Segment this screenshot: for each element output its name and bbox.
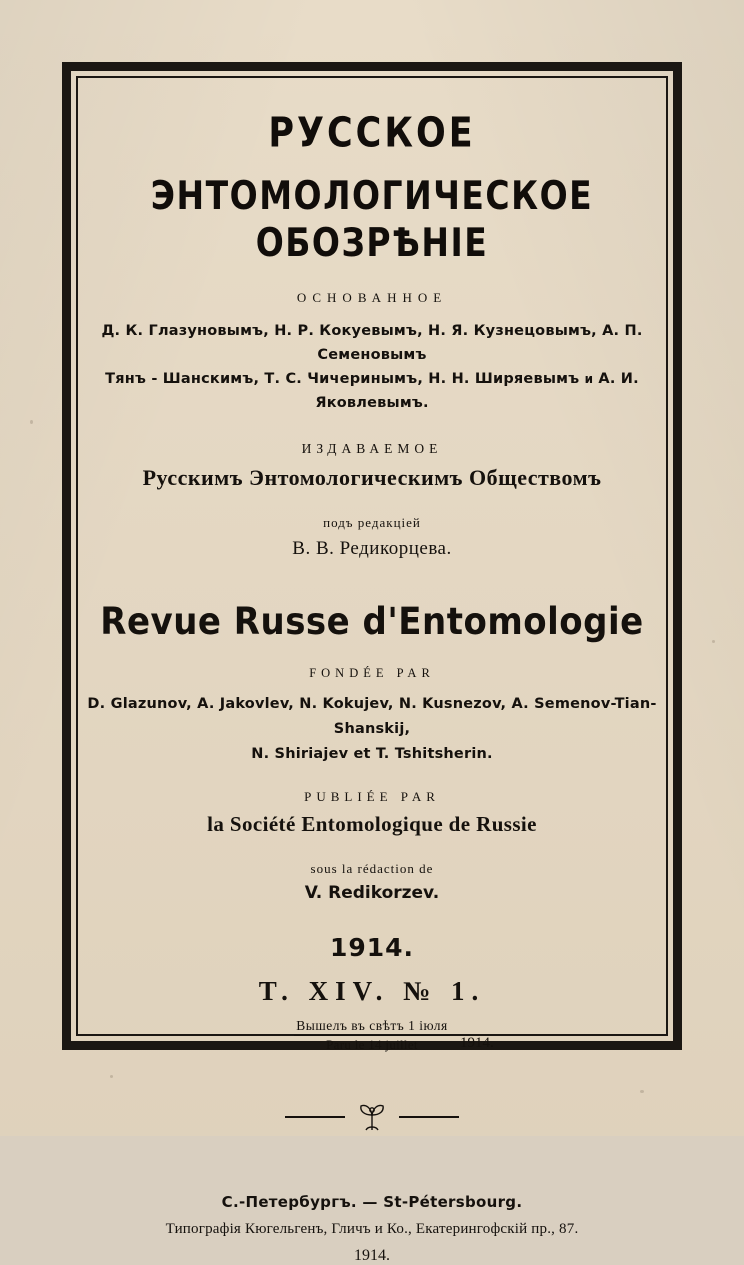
paper-speck bbox=[30, 420, 33, 424]
paper-speck bbox=[110, 1075, 113, 1078]
founders-ru-line2-c: А. И. Яковлевымъ. bbox=[315, 371, 639, 411]
issued-date-fr: Paru le 14 juillet bbox=[326, 1037, 418, 1052]
city-imprint: С.-Петербургъ. — St-Pétersbourg. bbox=[221, 1193, 523, 1211]
ornament-rule-right bbox=[399, 1116, 459, 1118]
published-label-ru: ИЗДАВАЕМОЕ bbox=[301, 441, 443, 456]
issue-date-box bbox=[294, 1017, 494, 1053]
editor-ru: В. В. Редикорцева. bbox=[292, 538, 452, 559]
founders-fr-line1: D. Glazunov, A. Jakovlev, N. Kokujev, N. Kusnezov, A. Semenov-Tian-Shanskij, bbox=[87, 696, 657, 737]
founded-label-fr: FONDÉE PAR bbox=[309, 666, 435, 680]
founders-fr-line2: N. Shiriajev et T. Tshitsherin. bbox=[251, 746, 493, 762]
volume-issue bbox=[86, 976, 658, 1007]
edited-label-ru: подъ редакціей bbox=[323, 515, 421, 530]
imprint-year: 1914. bbox=[354, 1247, 390, 1264]
founders-ru bbox=[86, 319, 658, 415]
society-ru: Русскимъ Энтомологическимъ Обществомъ bbox=[142, 465, 602, 490]
issued-date-year: 1914. bbox=[459, 1035, 494, 1051]
paper-speck bbox=[640, 1090, 644, 1093]
title-content bbox=[86, 88, 658, 1264]
printer-imprint: Типографія Кюгельгенъ, Гличъ и Ко., Екатерингофскій пр., 87. bbox=[165, 1221, 579, 1237]
paper-speck bbox=[712, 640, 715, 643]
founders-ru-line1: Д. К. Глазуновымъ, Н. Р. Кокуевымъ, Н. Я. Кузнецовымъ, А. П. Семеновымъ bbox=[101, 323, 643, 363]
floral-ornament bbox=[86, 1101, 658, 1133]
issue-date-block bbox=[86, 1017, 658, 1059]
ornament-rule-left bbox=[285, 1116, 345, 1118]
founders-ru-line2 bbox=[86, 367, 658, 415]
society-fr: la Société Entomologique de Russie bbox=[207, 812, 537, 836]
issued-date-ru: Вышелъ въ свѣтъ 1 іюля bbox=[294, 1018, 449, 1036]
founders-fr bbox=[86, 692, 658, 767]
floral-ornament-icon bbox=[355, 1101, 389, 1133]
editor-fr: V. Redikorzev. bbox=[304, 883, 440, 903]
journal-title-ru-line2: ЭНТОМОЛОГИЧЕСКОЕ ОБОЗРѢНІЕ bbox=[150, 172, 594, 266]
journal-title-fr: Revue Russe d'Entomologie bbox=[100, 600, 644, 644]
edited-label-fr: sous la rédaction de bbox=[310, 861, 434, 876]
publication-year: 1914. bbox=[329, 933, 415, 962]
founders-ru-conjunction: и bbox=[584, 372, 594, 386]
published-label-fr: PUBLIÉE PAR bbox=[304, 789, 440, 804]
journal-title-ru-line1: РУССКОЕ bbox=[268, 110, 476, 158]
founders-ru-line2-a: Тянъ - Шанскимъ, Т. С. Чичеринымъ, Н. Н. Ширяевымъ bbox=[105, 371, 580, 387]
volume-issue-text: Т. XIV. № 1. bbox=[258, 976, 486, 1006]
founded-label-ru: ОСНОВАННОЕ bbox=[296, 290, 448, 305]
